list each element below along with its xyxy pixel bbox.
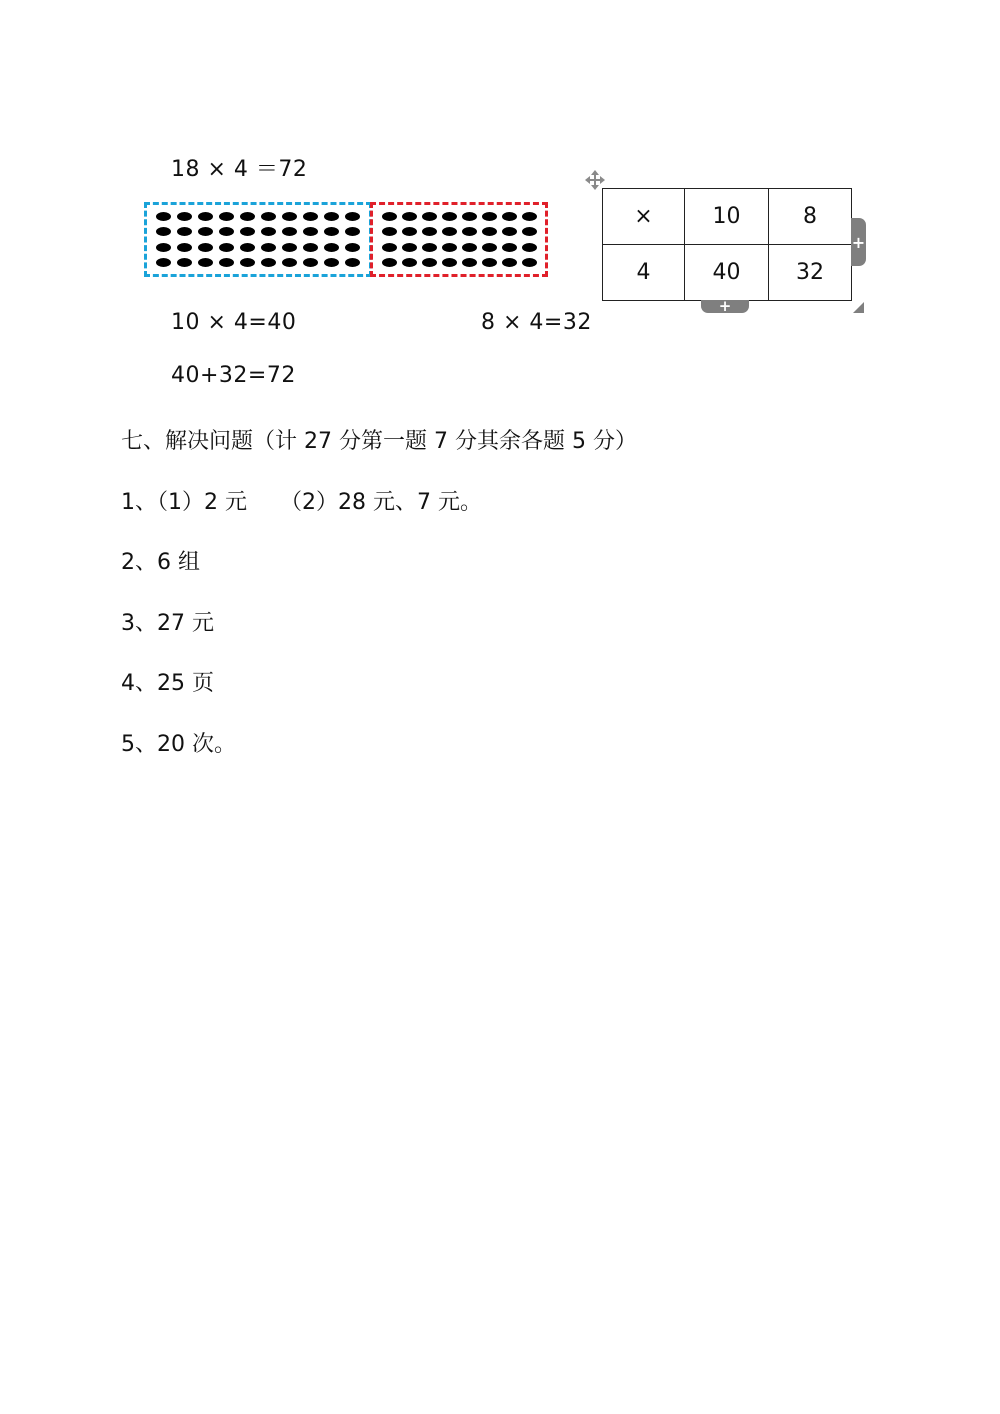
dot [382, 243, 397, 252]
dot [240, 227, 255, 236]
dot [502, 212, 517, 221]
table-cell[interactable]: 40 [685, 245, 769, 301]
add-column-button[interactable]: + [851, 218, 866, 266]
dot [303, 243, 318, 252]
dot [482, 227, 497, 236]
dot [282, 212, 297, 221]
dot [303, 212, 318, 221]
left-equation: 10 × 4=40 [171, 310, 297, 335]
dot [240, 212, 255, 221]
dot [156, 212, 171, 221]
right-equation: 8 × 4=32 [481, 310, 592, 335]
dot [261, 227, 276, 236]
add-row-button[interactable]: + [701, 300, 749, 313]
dot [522, 258, 537, 267]
dot [219, 243, 234, 252]
section-title: 七、解决问题（计 27 分第一题 7 分其余各题 5 分） [121, 429, 637, 454]
dot [422, 243, 437, 252]
dot [303, 227, 318, 236]
dot [177, 243, 192, 252]
resize-corner-icon[interactable] [853, 302, 864, 313]
dot [345, 227, 360, 236]
dot [402, 212, 417, 221]
dot [282, 227, 297, 236]
dot [324, 227, 339, 236]
move-arrows-icon[interactable] [585, 170, 605, 190]
dot [324, 243, 339, 252]
dot [462, 243, 477, 252]
dot [282, 243, 297, 252]
dot [261, 212, 276, 221]
dot [156, 227, 171, 236]
table-cell[interactable]: × [603, 189, 685, 245]
dot [442, 227, 457, 236]
dot [462, 212, 477, 221]
dot [482, 212, 497, 221]
dot [382, 227, 397, 236]
dot [198, 243, 213, 252]
answer-item: 1、（1）2 元 （2）28 元、7 元。 [121, 490, 482, 515]
table-cell[interactable]: 4 [603, 245, 685, 301]
dot [502, 243, 517, 252]
dot [324, 212, 339, 221]
dot [442, 258, 457, 267]
dot [402, 227, 417, 236]
dot [442, 243, 457, 252]
answer-item: 5、20 次。 [121, 732, 236, 757]
dot [156, 258, 171, 267]
dot [240, 243, 255, 252]
dot [219, 258, 234, 267]
dot [198, 258, 213, 267]
dot [324, 258, 339, 267]
dot [522, 212, 537, 221]
dot [156, 243, 171, 252]
dot-array-right-box [370, 202, 548, 277]
dot [240, 258, 255, 267]
dot [303, 258, 318, 267]
dot [522, 227, 537, 236]
table-cell[interactable]: 8 [769, 189, 852, 245]
dot [502, 227, 517, 236]
dot [345, 243, 360, 252]
dot [198, 227, 213, 236]
table-cell[interactable]: 10 [685, 189, 769, 245]
dot [502, 258, 517, 267]
table-row [603, 245, 852, 301]
dot [382, 212, 397, 221]
dot [198, 212, 213, 221]
dot [219, 227, 234, 236]
dot [261, 243, 276, 252]
dot [345, 258, 360, 267]
answer-item: 3、27 元 [121, 611, 214, 636]
dot [482, 243, 497, 252]
dot [422, 212, 437, 221]
dot [462, 227, 477, 236]
multiplication-table [602, 188, 852, 301]
dot [522, 243, 537, 252]
dot [219, 212, 234, 221]
dot [177, 258, 192, 267]
table-cell[interactable]: 32 [769, 245, 852, 301]
table-header-row [603, 189, 852, 245]
answer-item: 4、25 页 [121, 671, 214, 696]
dot [261, 258, 276, 267]
top-equation: 18 × 4 ＝72 [171, 157, 308, 182]
dot [402, 243, 417, 252]
dot [422, 258, 437, 267]
dot [482, 258, 497, 267]
dot [282, 258, 297, 267]
dot [462, 258, 477, 267]
dot [177, 212, 192, 221]
dot [422, 227, 437, 236]
dot [345, 212, 360, 221]
dot [177, 227, 192, 236]
dot-array-left-box [144, 202, 372, 277]
dot [402, 258, 417, 267]
answer-item: 2、6 组 [121, 550, 200, 575]
dot [382, 258, 397, 267]
dot [442, 212, 457, 221]
sum-equation: 40+32=72 [171, 363, 296, 388]
